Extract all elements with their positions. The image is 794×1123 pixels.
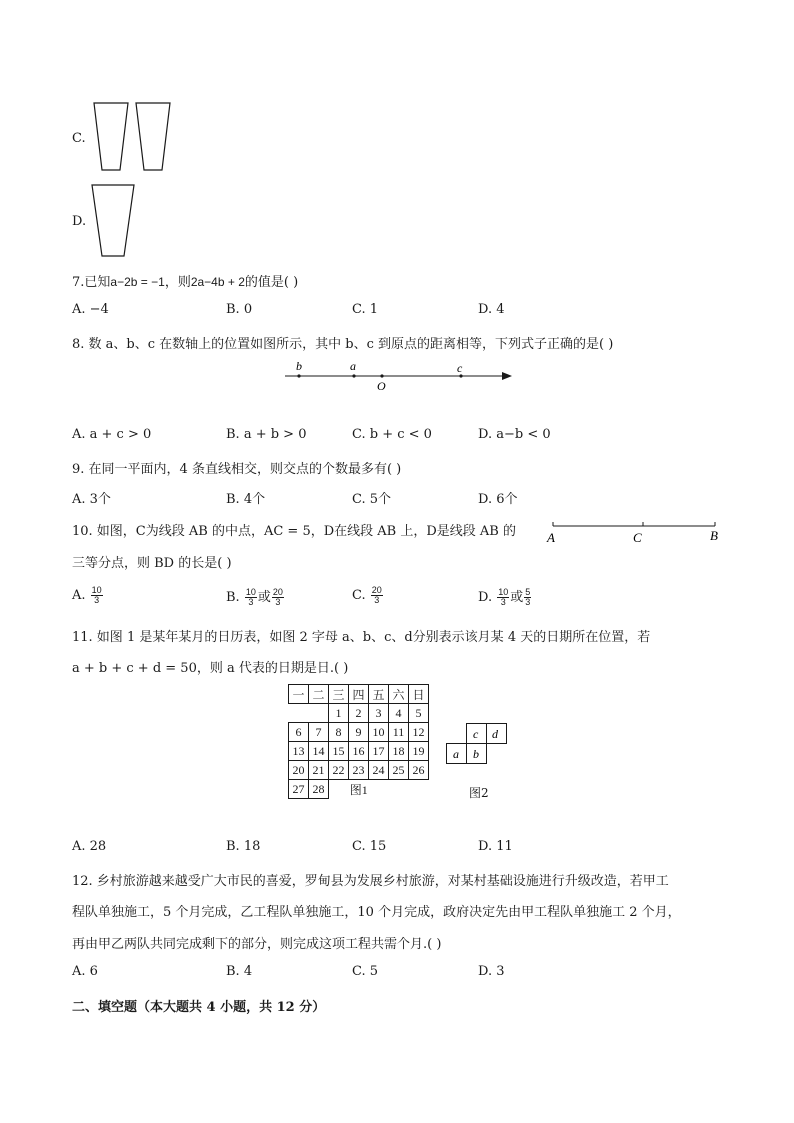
question-8: 8. 数 a、b、c 在数轴上的位置如图所示，其中 b、c 到原点的距离相等，下列式子正确的是( ) — [72, 337, 614, 352]
q7-option-a: A. −4 — [72, 302, 109, 317]
figure-2-caption: 图2 — [469, 786, 489, 800]
label-c: C — [633, 530, 642, 545]
q10-option-b — [226, 586, 285, 607]
weekday-header: 二 — [309, 685, 329, 704]
calendar-cell: 26 — [409, 761, 429, 780]
letter-c: c — [473, 727, 479, 741]
fraction — [371, 586, 383, 605]
question-7 — [72, 271, 298, 290]
label-a: A — [547, 530, 555, 545]
calendar-cell: 11 — [389, 723, 409, 742]
question-12-line-1: 12. 乡村旅游越来越受广大市民的喜爱，罗甸县为发展乡村旅游，对某村基础设施进行升级改造，若甲工 — [72, 874, 669, 889]
question-9: 9. 在同一平面内，4 条直线相交，则交点的个数最多有( ) — [72, 462, 402, 477]
calendar-cell: 23 — [349, 761, 369, 780]
q8-option-a: A. a + c > 0 — [72, 427, 152, 442]
q10-option-a — [72, 586, 104, 605]
q10-option-d — [478, 586, 532, 607]
numerator: 20 — [371, 585, 382, 595]
calendar-header-row — [289, 685, 429, 704]
numerator: 10 — [91, 585, 102, 595]
calendar-empty-cell — [309, 704, 329, 723]
math-expression: 2a−4b + 2 — [190, 275, 245, 289]
letter-a: a — [453, 747, 459, 761]
denominator: 3 — [525, 597, 531, 607]
q8-option-d: D. a−b < 0 — [478, 427, 551, 442]
or-text: 或 — [257, 590, 271, 605]
q10-option-c — [352, 586, 384, 605]
q7-option-b: B. 0 — [226, 302, 253, 317]
weekday-header: 日 — [409, 685, 429, 704]
letter-b: b — [473, 747, 479, 761]
point-b — [297, 374, 300, 377]
denominator: 3 — [275, 597, 281, 607]
calendar-cell: 19 — [409, 742, 429, 761]
q12-option-a: A. 6 — [72, 964, 98, 979]
q7-option-d: D. 4 — [478, 302, 505, 317]
figure-2-grid — [444, 722, 514, 766]
question-12-line-2: 程队单独施工，5 个月完成，乙工程队单独施工，10 个月完成，政府决定先由甲工程队单独施工 2 个月， — [72, 905, 681, 920]
arrow-head-icon — [502, 372, 512, 380]
question-text: 已知 — [84, 275, 111, 290]
option-d-label: D. — [72, 214, 87, 229]
question-11-line-2: a + b + c + d = 50，则 a 代表的日期是日.( ) — [72, 661, 349, 676]
label-a: a — [350, 359, 356, 373]
calendar-empty-cell — [289, 704, 309, 723]
calendar-cell: 5 — [409, 704, 429, 723]
q8-option-b: B. a + b > 0 — [226, 427, 307, 442]
numerator: 5 — [525, 587, 531, 597]
denominator: 3 — [374, 595, 380, 605]
calendar-cell: 2 — [349, 704, 369, 723]
calendar-cell: 15 — [329, 742, 349, 761]
label-o: O — [377, 379, 386, 393]
calendar-cell: 16 — [349, 742, 369, 761]
question-number: 7. — [72, 275, 85, 290]
fraction — [497, 588, 509, 607]
numerator: 10 — [245, 587, 256, 597]
q11-option-c: C. 15 — [352, 839, 387, 854]
question-10-line-2: 三等分点，则 BD 的长是( ) — [72, 556, 232, 571]
calendar-cell: 10 — [369, 723, 389, 742]
calendar-cell: 21 — [309, 761, 329, 780]
option-c-label: C. — [72, 131, 86, 146]
weekday-header: 五 — [369, 685, 389, 704]
q8-option-c: C. b + c < 0 — [352, 427, 432, 442]
calendar-cell: 9 — [349, 723, 369, 742]
calendar-cell: 14 — [309, 742, 329, 761]
calendar-week-row — [289, 704, 429, 723]
fraction — [245, 588, 257, 607]
calendar-cell: 3 — [369, 704, 389, 723]
calendar-cell: 27 — [289, 780, 309, 799]
q9-option-b: B. 4个 — [226, 492, 266, 507]
calendar-cell: 24 — [369, 761, 389, 780]
trapezoid-single-figure — [90, 182, 140, 260]
math-expression: a−2b = −1 — [110, 275, 165, 289]
calendar-cell: 18 — [389, 742, 409, 761]
question-text: 的值是( ) — [244, 275, 299, 290]
question-12-line-3: 再由甲乙两队共同完成剩下的部分，则完成这项工程共需个月.( ) — [72, 937, 442, 952]
fraction — [524, 588, 531, 607]
label-c: c — [457, 361, 463, 375]
calendar-cell: 13 — [289, 742, 309, 761]
calendar-week-row — [289, 780, 429, 799]
trapezoid-left — [94, 103, 128, 170]
calendar-week-row — [289, 742, 429, 761]
denominator: 3 — [248, 597, 254, 607]
numerator: 20 — [272, 587, 283, 597]
q12-option-d: D. 3 — [478, 964, 505, 979]
calendar-cell: 7 — [309, 723, 329, 742]
fraction — [91, 586, 103, 605]
label-b: b — [296, 359, 302, 373]
q11-option-d: D. 11 — [478, 839, 513, 854]
point-a — [352, 374, 355, 377]
point-o — [380, 374, 383, 377]
denominator: 3 — [94, 595, 100, 605]
q12-option-b: B. 4 — [226, 964, 253, 979]
trapezoid — [92, 185, 134, 256]
question-11-line-1: 11. 如图 1 是某年某月的日历表，如图 2 字母 a、b、c、d分别表示该月某 4 天的日期所在位置，若 — [72, 630, 651, 645]
label-b: B — [710, 528, 718, 543]
or-text: 或 — [510, 590, 524, 605]
weekday-header: 六 — [389, 685, 409, 704]
calendar-cell: 20 — [289, 761, 309, 780]
calendar-cell: 12 — [409, 723, 429, 742]
calendar-cell: 8 — [329, 723, 349, 742]
denominator: 3 — [500, 597, 506, 607]
q7-option-c: C. 1 — [352, 302, 379, 317]
segment-figure — [544, 516, 724, 548]
calendar-cell: 6 — [289, 723, 309, 742]
calendar-week-row — [289, 723, 429, 742]
weekday-header: 三 — [329, 685, 349, 704]
option-prefix: C. — [352, 588, 366, 603]
fraction — [272, 588, 284, 607]
numerator: 10 — [498, 587, 509, 597]
calendar-cell: 17 — [369, 742, 389, 761]
calendar-cell: 28 — [309, 780, 329, 799]
calendar-empty-cell — [409, 780, 429, 799]
calendar-cell: 25 — [389, 761, 409, 780]
q9-option-a: A. 3个 — [72, 492, 111, 507]
weekday-header: 一 — [289, 685, 309, 704]
calendar-cell: 1 — [329, 704, 349, 723]
question-text: ，则 — [164, 275, 191, 290]
figure-1-caption: 图1 — [349, 782, 368, 797]
trapezoid-pair-figure — [92, 100, 182, 174]
q12-option-c: C. 5 — [352, 964, 379, 979]
option-prefix: A. — [72, 588, 86, 603]
section-heading-fill-in: 二、填空题（本大题共 4 小题，共 12 分） — [72, 1000, 326, 1015]
q11-option-b: B. 18 — [226, 839, 261, 854]
q9-option-d: D. 6个 — [478, 492, 518, 507]
trapezoid-right — [136, 103, 170, 170]
letter-d: d — [492, 727, 498, 741]
calendar-cell: 4 — [389, 704, 409, 723]
weekday-header: 四 — [349, 685, 369, 704]
calendar-cell: 22 — [329, 761, 349, 780]
q9-option-c: C. 5个 — [352, 492, 392, 507]
question-10-line-1: 10. 如图，C为线段 AB 的中点，AC = 5，D在线段 AB 上，D是线段 AB 的 — [72, 524, 516, 539]
option-prefix: B. — [226, 590, 240, 605]
calendar-table — [288, 684, 429, 799]
number-line-figure — [280, 356, 520, 396]
option-prefix: D. — [478, 590, 493, 605]
calendar-week-row — [289, 761, 429, 780]
q11-option-a: A. 28 — [72, 839, 107, 854]
calendar-empty-cell — [389, 780, 409, 799]
